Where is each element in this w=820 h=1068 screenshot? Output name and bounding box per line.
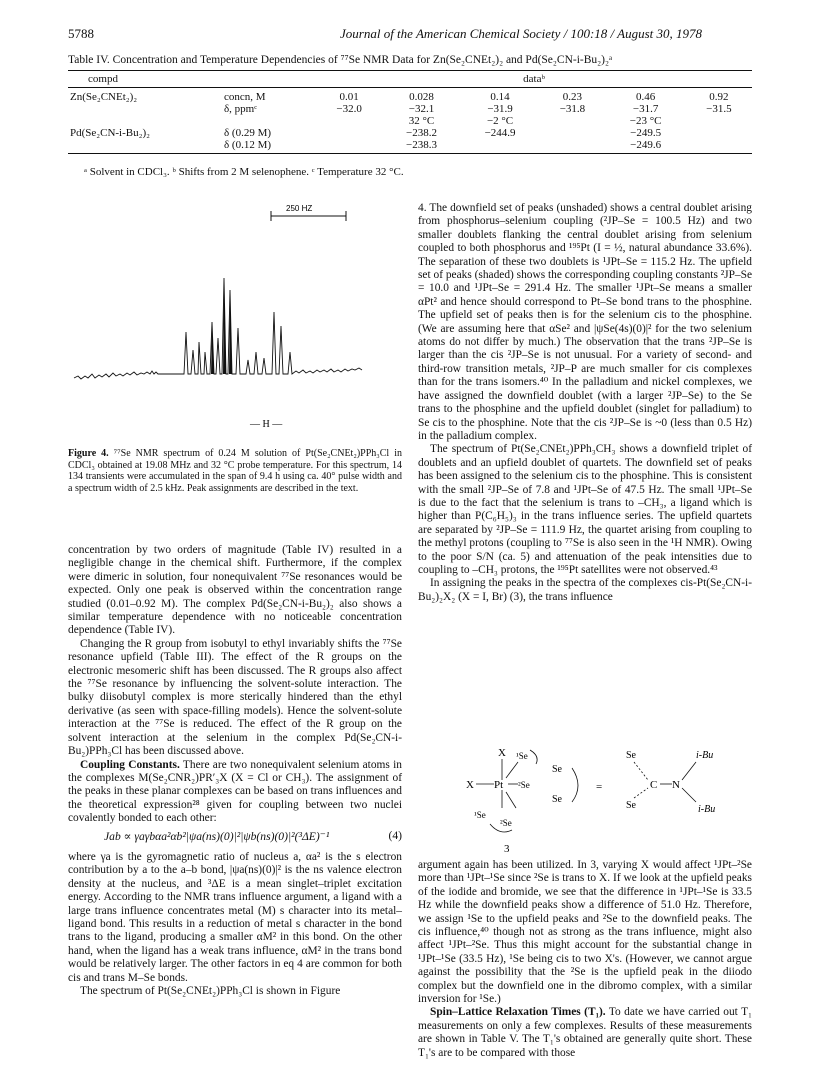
table-cell: −31.9 xyxy=(487,103,513,115)
left-column-lower xyxy=(68,851,402,998)
table-iv xyxy=(68,70,752,154)
table-row xyxy=(68,88,752,104)
struct-n: N xyxy=(672,779,680,791)
paragraph xyxy=(68,759,402,826)
table-cell xyxy=(539,127,605,139)
struct-se-d: Se xyxy=(626,800,636,811)
table-caption xyxy=(68,54,612,66)
struct-se-a: Se xyxy=(552,764,562,775)
left-column xyxy=(68,544,402,826)
table-cell: −238.2 xyxy=(406,127,437,139)
struct-x-top: X xyxy=(498,747,506,759)
section-heading-coupling: Coupling Constants. xyxy=(80,758,180,771)
paragraph: where γa is the gyromagnetic ratio of nucleus a, αa² is the s electron contribution by a to the a–b bond, |ψa(ns)(0)|² is the ns valence electron density at the nucleus, and ³ΔE is a mean singlet–triplet excitation energy. According to the NMR trans influence argument, a ligand with a large trans influence concentrates metal (M) s character into its metal–ligand bond. This results in a reduction of metal s character in the bond trans to the ligand, producing a smaller αM² in this bond. On the other hand, when the ligand has a weak trans influence, αM² in the trans bond would be relatively larger. The other factors in eq 4 are common for both cis and trans M–Se bonds. xyxy=(68,851,402,984)
paragraph xyxy=(418,1006,752,1060)
table-cell xyxy=(461,139,540,154)
table-cell: 0.01 xyxy=(339,91,359,103)
paragraph: argument again has been utilized. In 3, varying X would affect ¹JPt–²Se more than ¹JPt–¹Se since ²Se is trans to X. If we look at the upfield peaks of the iodide and bromide, we see that the difference in ¹JPt–¹Se is 33.5 Hz while the downfield peaks show a difference of 51.0 Hz. Therefore, we assign ¹Se to the upfield peaks and ²Se to the downfield peaks. The cis influence,⁴⁰ though not as strong as the trans influence, might also affect ¹JPt–²Se. Thus this might account for the substantial change in ¹JPt–¹Se (33.5 Hz), ¹Se being cis to two X's. (However, we cannot argue against the possibility that the ²Se is the upfield peak in the diiodo complex but the downfield one in the dibromo complex, with a similar inversion for ¹Se.) xyxy=(418,859,752,1006)
table-cell: −32.1 xyxy=(408,103,435,115)
table-cell xyxy=(316,139,382,154)
table-cell xyxy=(686,139,752,154)
struct-se-c: Se xyxy=(626,750,636,761)
struct-x-left: X xyxy=(466,779,474,791)
pd-row1-label: δ (0.29 M) xyxy=(224,127,272,139)
spectrum-trace xyxy=(74,278,362,379)
struct-pt: Pt xyxy=(494,779,504,791)
right-column-lower xyxy=(418,859,752,1060)
struct-se2-bottom: ²Se xyxy=(500,818,512,828)
nmr-spectrum-svg xyxy=(66,202,402,442)
paragraph-text: There are two nonequivalent selenium atoms in the complexes M(Se₂CNR₂)PR′₃X (X = Cl or CH₃). The assignment of the peaks in these planar complexes can be based on trans influences and the theoretical expression²⁸ given for coupling between two nuclei covalently bonded to each other: xyxy=(68,758,402,825)
table-cell: 0.028 xyxy=(409,91,434,103)
structure-svg xyxy=(460,746,760,858)
equation-text: Jab ∝ γaγbαa²αb²|ψa(ns)(0)|²|ψb(ns)(0)|²(³ΔE)⁻¹ xyxy=(104,830,330,843)
scale-label: 250 HZ xyxy=(286,204,313,213)
equation-number: (4) xyxy=(388,829,402,842)
struct-equals: = xyxy=(596,781,603,793)
table-cell xyxy=(316,127,382,139)
table-cell: −249.6 xyxy=(606,139,686,154)
pd-compound: Pd(Se₂CN-i-Bu₂)₂ xyxy=(70,127,150,139)
right-column xyxy=(418,202,752,604)
table-header-row xyxy=(68,71,752,88)
table-cell: 0.23 xyxy=(562,91,583,103)
table-row xyxy=(68,139,752,154)
table-cell: 0.46 xyxy=(636,91,656,103)
struct-se1-top: ¹Se xyxy=(516,751,528,761)
figure-caption-label: Figure 4. xyxy=(68,448,109,459)
col-compd: compd xyxy=(68,71,316,88)
paragraph: In assigning the peaks in the spectra of the complexes cis-Pt(Se₂CN-i-Bu₂)₂X₂ (X = I, Br) (3), the trans influence xyxy=(418,577,752,603)
table-cell: −238.3 xyxy=(382,139,461,154)
paragraph-text: To date we have carried out T₁ measurements on only a few complexes. Results of these measurements are shown in Table V. The T₁'s obtained are generally quite short. These T₁'s are to be compared with those xyxy=(418,1006,753,1059)
table-cell: −31.7 xyxy=(632,103,659,115)
table-row xyxy=(68,115,752,127)
journal-header: Journal of the American Chemical Society / 100:18 / August 30, 1978 xyxy=(340,26,703,41)
figure-caption xyxy=(68,448,402,494)
table-cell: −23 °C xyxy=(629,115,662,127)
struct-se-b: Se xyxy=(552,794,562,805)
table-cell: 0.92 xyxy=(709,91,729,103)
struct-c: C xyxy=(650,779,658,791)
struct-ibu2: i-Bu xyxy=(698,804,716,815)
page-number: 5788 xyxy=(68,26,94,41)
table-cell xyxy=(539,139,605,154)
h-label: — H — xyxy=(250,419,283,430)
pd-row2-label: δ (0.12 M) xyxy=(222,139,316,154)
table-cell: 0.14 xyxy=(490,91,510,103)
table-row xyxy=(68,127,752,139)
paragraph: concentration by two orders of magnitude (Table IV) resulted in a negligible change in the chemical shift. Furthermore, if the complex were dimeric in solution, four nonequivalent ⁷⁷Se resonances would be expected. Only one peak is observed within the concentration range studied (0.01–0.92 M). The complex Pd(Se₂CN-i-Bu₂)₂ also shows a similar temperature dependence with no noticeable concentration dependence (Table IV). xyxy=(68,544,402,637)
paragraph: Changing the R group from isobutyl to ethyl invariably shifts the ⁷⁷Se resonance upfield (Table III). The effect of the R groups on the electronic mesomeric shift has been discussed. The R groups also affect the ⁷⁷Se resonance by influencing the solvent-solute interaction. The bulky diisobutyl complex is more sterically hindered than the ethyl derivative (as seen with space-filling models). Hence the solvent-solute interaction at the ⁷⁷Se is reduced. The effect of the R group on the solvent interaction at the selenium in the complex Pd(Se₂CN-i-Bu₂)PPh₃Cl has been discussed above. xyxy=(68,637,402,758)
table-cell: −32.0 xyxy=(336,103,362,115)
zn-compound: Zn(Se₂CNEt₂)₂ xyxy=(70,91,138,103)
paragraph: The spectrum of Pt(Se₂CNEt₂)PPh₃Cl is shown in Figure xyxy=(80,985,341,998)
table-cell: −2 °C xyxy=(486,115,514,127)
struct-label: 3 xyxy=(504,843,510,855)
nmr-spectrum-figure xyxy=(66,202,402,442)
zn-concn-label: concn, M xyxy=(224,91,266,103)
table-cell xyxy=(539,115,605,127)
col-data: dataᵇ xyxy=(316,71,752,88)
table-cell: −31.5 xyxy=(706,103,732,115)
zn-shift-label: δ, ppmᶜ xyxy=(224,103,258,115)
table-cell: 32 °C xyxy=(408,115,435,127)
table-cell: −244.9 xyxy=(484,127,516,139)
struct-se1-bottom: ¹Se xyxy=(474,810,486,820)
paragraph: 4. The downfield set of peaks (unshaded) shows a central doublet arising from phosphorus–selenium coupling (²JP–Se = 100.5 Hz) and two smaller doublets flanking the central doublet arising from selenium coupled to both phosphorus and ¹⁹⁵Pt (I = ½, natural abundance 33.6%). The separation of these two doublets is ¹JPt–Se = 115.2 Hz. The upfield set of peaks (shaded) shows the corresponding coupling constants ²JP–Se = 10.0 and ¹JPt–Se = 291.4 Hz. The smaller ¹JPt–Se means a smaller αPt² and hence should correspond to Pt–Se bond trans to the phosphine. The upfield set of peaks then is for the selenium cis to the phosphine. (We are assuming here that αSe² and |ψSe(4s)(0)|² for the two selenium atoms do not differ by much.) The observation that the trans ²JP–Se is larger than the cis ²JP–Se is not unusual. For a variety of second- and third-row transition metals, ²JP–P are much smaller for cis complexes than for the trans isomers.⁴⁰ In the palladium and nickel complexes, we have assigned the downfield doublet (with a larger ²JP–Se) to the Se trans to the phosphine and the upfield doublet (singlet for palladium) to Se cis to the phosphine. Note that the cis ²JP–Se is ~0 (less than 0.5 Hz) in the palladium complex. xyxy=(418,202,753,442)
table-footnote: ᵃ Solvent in CDCl₃. ᵇ Shifts from 2 M selenophene. ᶜ Temperature 32 °C. xyxy=(84,166,404,178)
struct-se2-right: ²Se xyxy=(518,780,530,790)
paragraph: The spectrum of Pt(Se₂CNEt₂)PPh₃CH₃ shows a downfield triplet of doublets and an upfield doublet of quartets. The downfield set of peaks has been assigned to the selenium cis to the phosphine. This is consistent with the small ²JP–Se of 7.8 and ¹JPt–Se of 47.5 Hz. The small ¹JPt–Se is due to the fact that the selenium is trans to –CH₃, a ligand which is higher than P(C₆H₅)₃ in the trans influence series. The upfield quartets are separated by ²JP–Se = 111.9 Hz, the quartet arising from coupling to the methyl protons (coupling to ⁷⁷Se is also seen in the ¹H NMR). Owing to the poor S/N (ca. 5) and attenuation of the peak intensities due to coupling to –CH₃ protons, the ¹⁹⁵Pt satellites were not observed.⁴³ xyxy=(418,443,752,576)
figure-caption-text: ⁷⁷Se NMR spectrum of 0.24 M solution of Pt(Se₂CNEt₂)PPh₃Cl in CDCl₃ obtained at 19.08 MHz and 32 °C probe temperature. For this spectrum, 14 134 transients were accumulated in the span of 9.4 h using ca. 40° pulse width and a spectrum width of 2.5 kHz. Peak assignments are described in the text. xyxy=(68,448,402,494)
table-cell xyxy=(686,115,752,127)
table-cell: −31.8 xyxy=(559,103,586,115)
table-cell xyxy=(686,127,752,139)
table-caption-text: Table IV. Concentration and Temperature Dependencies of ⁷⁷Se NMR Data for Zn(Se₂CNEt₂)₂ and Pd(Se₂CN-i-Bu₂)₂ᵃ xyxy=(68,54,613,66)
structure-3 xyxy=(460,746,760,858)
struct-ibu1: i-Bu xyxy=(696,750,714,761)
table-row xyxy=(68,103,752,115)
table-cell: −249.5 xyxy=(630,127,662,139)
table-cell xyxy=(316,115,382,127)
section-heading-relaxation: Spin–Lattice Relaxation Times (T₁). xyxy=(430,1006,606,1019)
